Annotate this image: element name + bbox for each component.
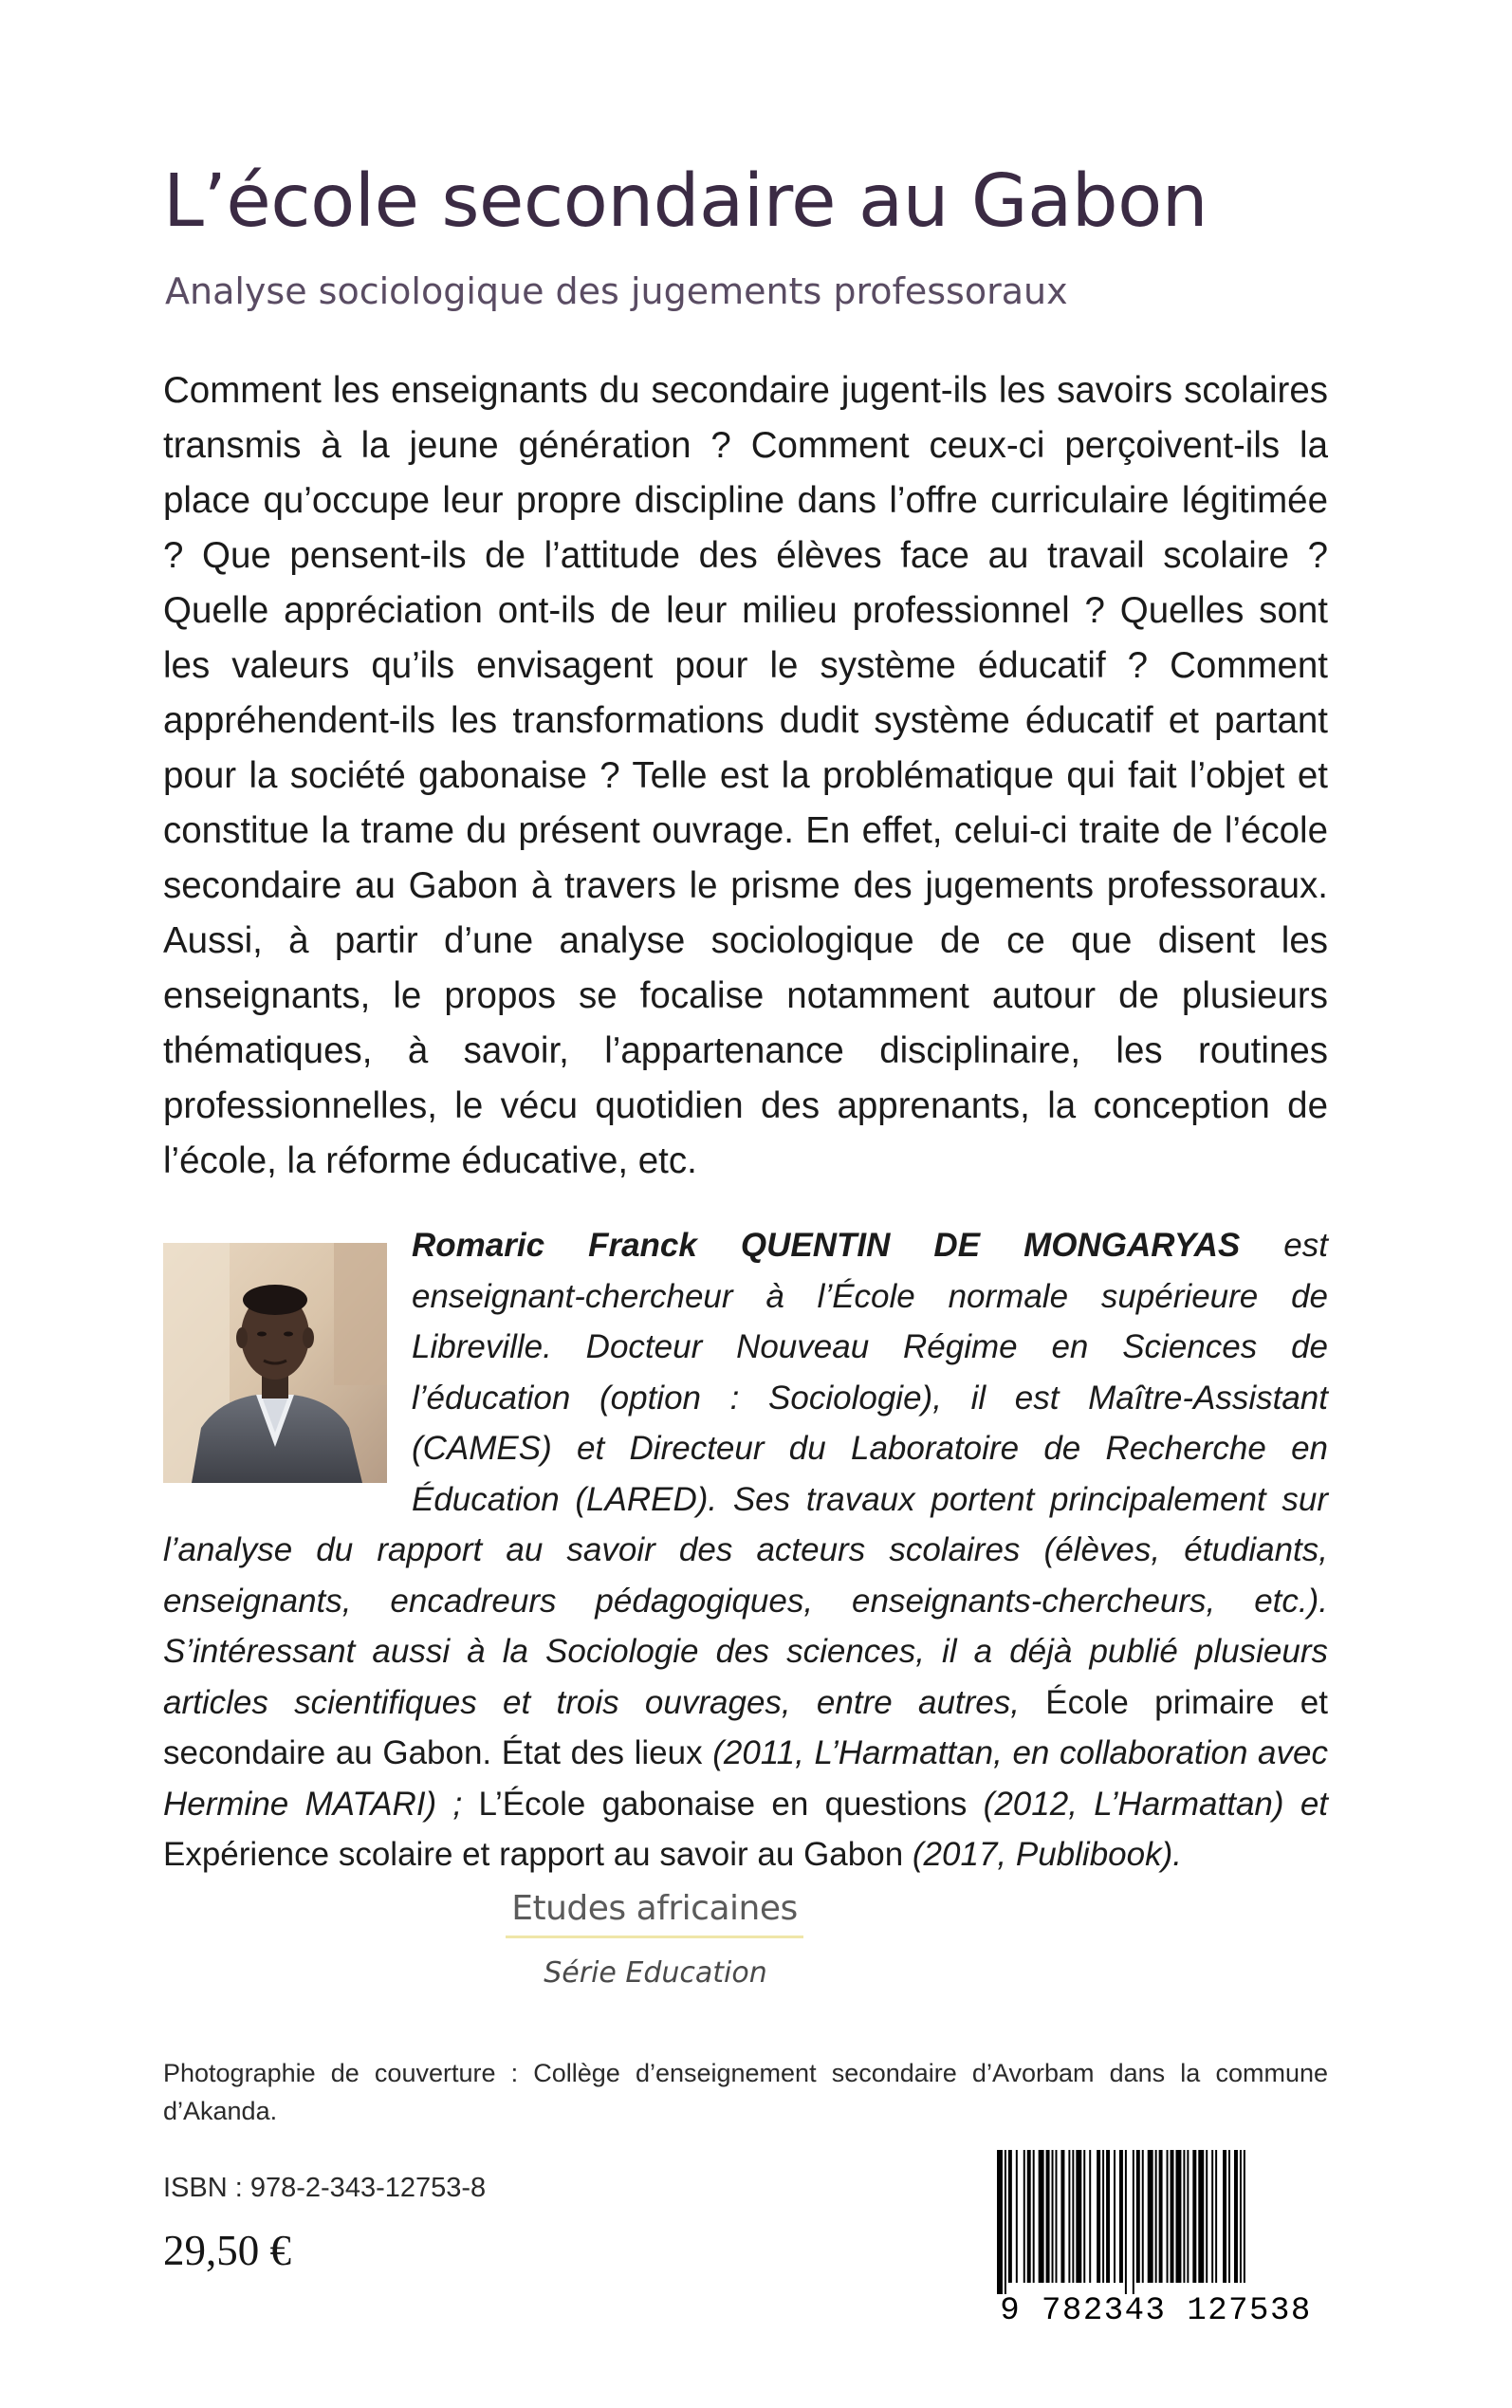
- author-name: Romaric Franck QUENTIN DE MONGARYAS: [412, 1227, 1241, 1264]
- bio-intro-text: est enseignant-chercheur à l’École normale supérieure de Libreville. Docteur Nouveau Régime en Sciences de l’éducation (option : Sociologie), il est Maître-Assistant (CAMES) et Directeur du Laboratoire de Recherche en Éducation (LARED). Ses travaux portent principalement sur l’analyse du rapport au savoir des acteurs scolaires (élèves, étudiants, enseignants, encadreurs pédagogiques, enseignants-chercheurs, etc.). S’intéressant aussi à la Sociologie des sciences, il a déjà publié plusieurs articles scientifiques et trois ouvrages, entre autres,: [163, 1227, 1328, 1721]
- barcode-bar: [1005, 2150, 1006, 2294]
- barcode-bar: [1192, 2150, 1196, 2283]
- bio-work-title-1: École primaire et secondaire au Gabon. État des lieux: [163, 1683, 1328, 1771]
- book-title: L’école secondaire au Gabon: [163, 159, 1208, 244]
- barcode-bar: [1023, 2150, 1025, 2283]
- barcode-bar: [1016, 2150, 1018, 2283]
- barcode-bar: [1133, 2150, 1134, 2294]
- barcode-bar: [997, 2150, 1003, 2294]
- barcode-bar: [1033, 2150, 1035, 2283]
- barcode-bar: [1171, 2150, 1174, 2283]
- barcode-bar: [1211, 2150, 1213, 2283]
- barcode-bar: [1056, 2150, 1058, 2283]
- price: 29,50 €: [163, 2227, 291, 2274]
- collection-block: [0, 1886, 1309, 1938]
- barcode-bar: [1083, 2150, 1085, 2283]
- barcode-bar: [1097, 2150, 1100, 2283]
- bio-work-title-3: Expérience scolaire et rapport au savoir au Gabon: [163, 1836, 904, 1873]
- barcode-bar: [1175, 2150, 1181, 2283]
- barcode-bar: [1008, 2150, 1012, 2283]
- isbn: ISBN : 978-2-343-12753-8: [163, 2173, 487, 2203]
- author-bio: [163, 1220, 1328, 1880]
- barcode-bar: [1142, 2150, 1144, 2283]
- barcode-bar: [1046, 2150, 1050, 2283]
- barcode-bar: [1155, 2150, 1157, 2283]
- barcode-bar: [1167, 2150, 1169, 2283]
- bio-work-details-1: (2011, L’Harmattan, en collaboration avec Hermine MATARI) ;: [163, 1734, 1328, 1823]
- barcode-bar: [1198, 2150, 1204, 2283]
- barcode-bar: [1159, 2150, 1163, 2283]
- barcode-bar: [1234, 2150, 1238, 2283]
- barcode-bar: [1068, 2150, 1070, 2283]
- barcode-bar: [1076, 2150, 1081, 2283]
- barcode-bar: [1223, 2150, 1226, 2283]
- photo-credit: Photographie de couverture : Collège d’enseignement secondaire d’Avorbam dans la commune d’Akanda.: [163, 2059, 1328, 2125]
- bio-work-title-2: L’École gabonaise en questions: [478, 1785, 968, 1823]
- barcode-digits: 9 782343 127538: [1000, 2293, 1312, 2325]
- barcode-bar: [1206, 2150, 1208, 2283]
- barcode-bar: [1089, 2150, 1091, 2283]
- bio-work-details-2: (2012, L’Harmattan) et: [967, 1785, 1329, 1823]
- barcode-bar: [1183, 2150, 1185, 2283]
- book-subtitle: Analyse sociologique des jugements professoraux: [165, 270, 1068, 312]
- barcode-bar: [1114, 2150, 1116, 2283]
- barcode-bar: [1187, 2150, 1189, 2283]
- barcode-bar: [1039, 2150, 1044, 2283]
- barcode-bar: [1027, 2150, 1031, 2283]
- barcode-bar: [1102, 2150, 1104, 2283]
- barcode-bar: [1060, 2150, 1064, 2283]
- bio-work-details-3: (2017, Publibook).: [903, 1836, 1182, 1873]
- barcode-bar: [1244, 2150, 1245, 2283]
- barcode-bar: [1106, 2150, 1110, 2283]
- series-name: Série Education: [544, 1956, 767, 1990]
- barcode-bar: [1052, 2150, 1054, 2283]
- barcode-bar: [1215, 2150, 1217, 2283]
- barcode-bar: [1119, 2150, 1123, 2283]
- barcode: [986, 2150, 1326, 2325]
- photo-wrap-spacer: [163, 1220, 412, 1510]
- barcode-bar: [1072, 2150, 1074, 2283]
- barcode-bar: [1148, 2150, 1153, 2283]
- barcode-bar: [1228, 2150, 1230, 2283]
- barcode-bar: [1240, 2150, 1242, 2283]
- summary-paragraph: Comment les enseignants du secondaire jugent-ils les savoirs scolaires transmis à la jeune génération ? Comment ceux-ci perçoivent-ils la place qu’occupe leur propre discipline dans l’offre curriculaire légitimée ? Que pensent-ils de l’attitude des élèves face au travail scolaire ? Quelle appréciation ont-ils de leur milieu professionnel ? Quelles sont les valeurs qu’ils envisagent pour le système éducatif ? Comment appréhendent-ils les transformations dudit système éducatif et partant pour la société gabonaise ? Telle est la problématique qui fait l’objet et constitue la trame du présent ouvrage. En effet, celui-ci traite de l’école secondaire au Gabon à travers le prisme des jugements professoraux. Aussi, à partir d’une analyse sociologique de ce que disent les enseignants, le propos se focalise notamment autour de plusieurs thématiques, à savoir, l’appartenance disciplinaire, les routines professionnelles, le vécu quotidien des apprenants, la conception de l’école, la réforme éducative, etc.: [163, 370, 1328, 1181]
- barcode-bar: [1125, 2150, 1127, 2294]
- barcode-bar: [1136, 2150, 1140, 2283]
- collection-name: Etudes africaines: [506, 1886, 803, 1938]
